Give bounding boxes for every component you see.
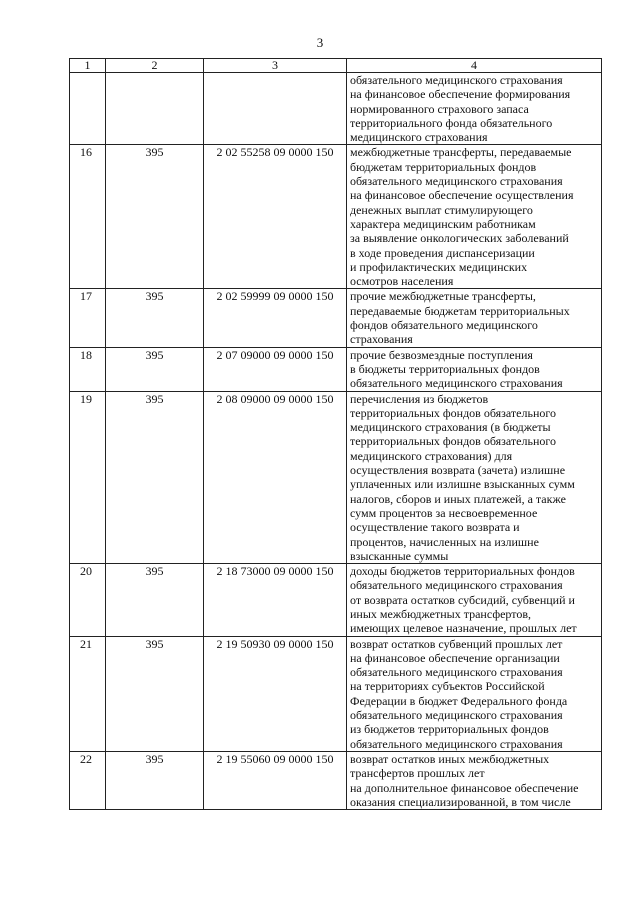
description-line: налогов, сборов и иных платежей, а также [350,491,566,506]
revenue-description [347,145,602,289]
description-line: обязательного медицинского страхования [350,174,563,189]
table-header [70,59,602,73]
description-line: нормированного страхового запаса [350,101,529,116]
description-line: возврат остатков иных межбюджетных [350,751,550,766]
description-line: фондов обязательного медицинского [350,318,538,333]
row-number: 20 [70,564,106,636]
description-line: Федерации в бюджет Федерального фонда [350,693,568,708]
description-line: доходы бюджетов территориальных фондов [350,564,575,579]
page-number: 3 [316,35,324,50]
table-row [70,751,602,809]
description-line: в ходе проведения диспансеризации [350,245,535,260]
description-line: страхования [350,332,413,347]
admin-code [106,73,204,145]
admin-code: 395 [106,564,204,636]
description-line: прочие безвозмездные поступления [350,347,533,362]
description-line: осмотров населения [350,274,454,289]
revenue-description [347,347,602,391]
description-line: на финансовое обеспечение формирования [350,87,571,102]
budget-classification-code: 2 08 09000 09 0000 150 [204,391,347,564]
description-line: денежных выплат стимулирующего [350,202,533,217]
header-col-3: 3 [204,59,347,73]
admin-code: 395 [106,289,204,347]
table-row [70,289,602,347]
description-line: трансфертов прошлых лет [350,766,485,781]
description-line: обязательного медицинского страхования [350,578,563,593]
description-line: из бюджетов территориальных фондов [350,722,549,737]
description-line: процентов, начисленных на излишне [350,534,539,549]
description-line: территориальных фондов обязательного [350,405,557,420]
header-row [70,59,602,73]
admin-code: 395 [106,636,204,751]
budget-classification-code: 2 02 55258 09 0000 150 [204,145,347,289]
row-number: 19 [70,391,106,564]
description-line: за выявление онкологических заболеваний [350,231,569,246]
table-row [70,391,602,564]
description-line: обязательного медицинского страхования [350,708,563,723]
admin-code: 395 [106,347,204,391]
header-col-4: 4 [347,59,602,73]
row-number: 18 [70,347,106,391]
description-line: медицинского страхования) для [350,448,513,463]
revenue-description [347,564,602,636]
budget-classification-code: 2 19 55060 09 0000 150 [204,751,347,809]
description-line: на финансовое обеспечение организации [350,650,560,665]
table-row [70,145,602,289]
description-line: от возврата остатков субсидий, субвенций и [350,592,575,607]
description-line: иных межбюджетных трансфертов, [350,606,532,621]
description-line: медицинского страхования (в бюджеты [350,420,551,435]
description-line: осуществление такого возврата и [350,520,520,535]
row-number: 16 [70,145,106,289]
table-body [70,73,602,810]
description-line: перечисления из бюджетов [350,391,489,406]
header-col-1: 1 [70,59,106,73]
row-number: 22 [70,751,106,809]
description-line: осуществления возврата (зачета) излишне [350,463,566,478]
description-line: бюджетам территориальных фондов [350,159,537,174]
description-line: на дополнительное финансовое обеспечение [350,780,579,795]
description-line: территориальных фондов обязательного [350,434,557,449]
revenue-description [347,391,602,564]
description-line: обязательного медицинского страхования [350,665,563,680]
description-line: на финансовое обеспечение осуществления [350,188,574,203]
description-line: обязательного медицинского страхования [350,73,563,87]
description-line: возврат остатков субвенций прошлых лет [350,636,563,651]
budget-classification-code [204,73,347,145]
description-line: взысканные суммы [350,548,449,563]
description-line: имеющих целевое назначение, прошлых лет [350,621,577,636]
description-line: обязательного медицинского страхования [350,376,563,391]
description-line: и профилактических медицинских [350,259,528,274]
table-row [70,347,602,391]
budget-classification-code: 2 02 59999 09 0000 150 [204,289,347,347]
description-line: характера медицинским работникам [350,216,536,231]
table-row [70,564,602,636]
description-line: уплаченных или излишне взысканных сумм [350,477,575,492]
admin-code: 395 [106,751,204,809]
row-number: 17 [70,289,106,347]
budget-classification-code: 2 18 73000 09 0000 150 [204,564,347,636]
description-line: передаваемые бюджетам территориальных [350,303,570,318]
header-col-2: 2 [106,59,204,73]
revenue-codes-table [69,58,602,810]
description-line: прочие межбюджетные трансферты, [350,289,536,304]
admin-code: 395 [106,145,204,289]
revenue-description [347,751,602,809]
admin-code: 395 [106,391,204,564]
description-line: медицинского страхования [350,130,488,145]
revenue-description [347,636,602,751]
row-number: 21 [70,636,106,751]
description-line: оказания специализированной, в том числе [350,794,571,809]
description-line: в бюджеты территориальных фондов [350,361,540,376]
description-line: на территориях субъектов Российской [350,679,545,694]
description-line: сумм процентов за несвоевременное [350,505,538,520]
table-row [70,636,602,751]
revenue-description [347,73,602,145]
revenue-description [347,289,602,347]
budget-classification-code: 2 19 50930 09 0000 150 [204,636,347,751]
description-line: обязательного медицинского страхования [350,736,563,751]
description-line: территориального фонда обязательного [350,115,553,130]
description-line: межбюджетные трансферты, передаваемые [350,145,572,160]
table-row [70,73,602,145]
row-number [70,73,106,145]
budget-classification-code: 2 07 09000 09 0000 150 [204,347,347,391]
